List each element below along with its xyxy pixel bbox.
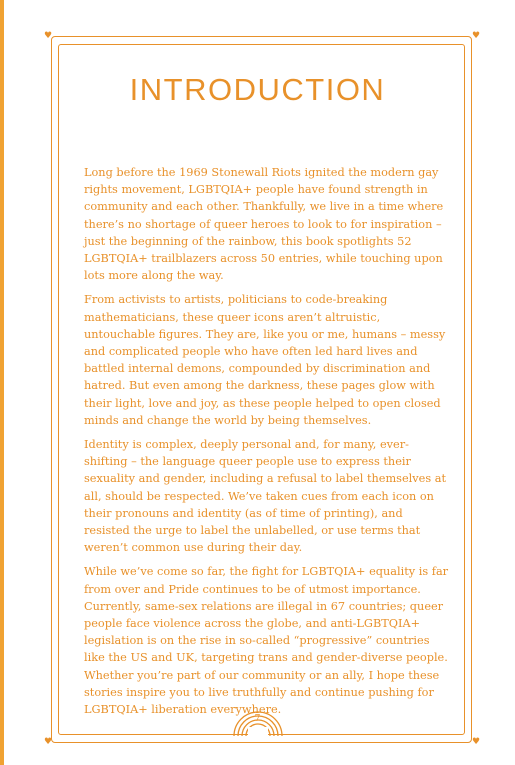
page-number: 7 [254, 714, 261, 724]
body-text [84, 164, 452, 725]
heart-icon: ♥ [44, 737, 53, 747]
heart-icon: ♥ [44, 31, 53, 41]
paragraph: Long before the 1969 Stonewall Riots ignited the modern gay rights movement, LGBTQIA+ people have found strength in community and each other. Thankfully, we live in a time where there’s no shortage of queer heroes to look to for inspiration – just the beginning of the rainbow, this book spotlights 52 LGBTQIA+ trailblazers across 50 entries, while touching upon lots more along the way. [84, 166, 444, 283]
page-title: INTRODUCTION [129, 72, 386, 107]
paragraph: From activists to artists, politicians to code-breaking mathematicians, these queer icons aren’t altruistic, untouchable figures. They are, like you or me, humans – messy and complicated people who have often led hard lives and battled internal demons, compounded by discrimination and hatred. But even among the darkness, these pages glow with their light, love and joy, as these people helped to open closed minds and change the world by being themselves. [84, 293, 446, 427]
paragraph: While we’ve come so far, the fight for LGBTQIA+ equality is far from over and Pride continues to be of utmost importance. Currently, same-sex relations are illegal in 67 countries; queer people face violence across the globe, and anti-LGBTQIA+ legislation is on the rise in so-called “progressive” countries like the US and UK, targeting trans and gender-diverse people. Whether you’re part of our community or an ally, I hope these stories inspire you to live truthfully and continue pushing for LGBTQIA+ liberation everywhere. [84, 565, 449, 717]
heart-icon: ♥ [472, 737, 481, 747]
heart-icon: ♥ [472, 31, 481, 41]
page-spine [0, 0, 4, 765]
paragraph: Identity is complex, deeply personal and, for many, ever-shifting – the language queer people use to express their sexuality and gender, including a refusal to label themselves at all, should be respected. We’ve taken cues from each icon on their pronouns and identity (as of time of printing), and resisted the urge to label the unlabelled, or use terms that weren’t common use during their day. [84, 438, 446, 555]
